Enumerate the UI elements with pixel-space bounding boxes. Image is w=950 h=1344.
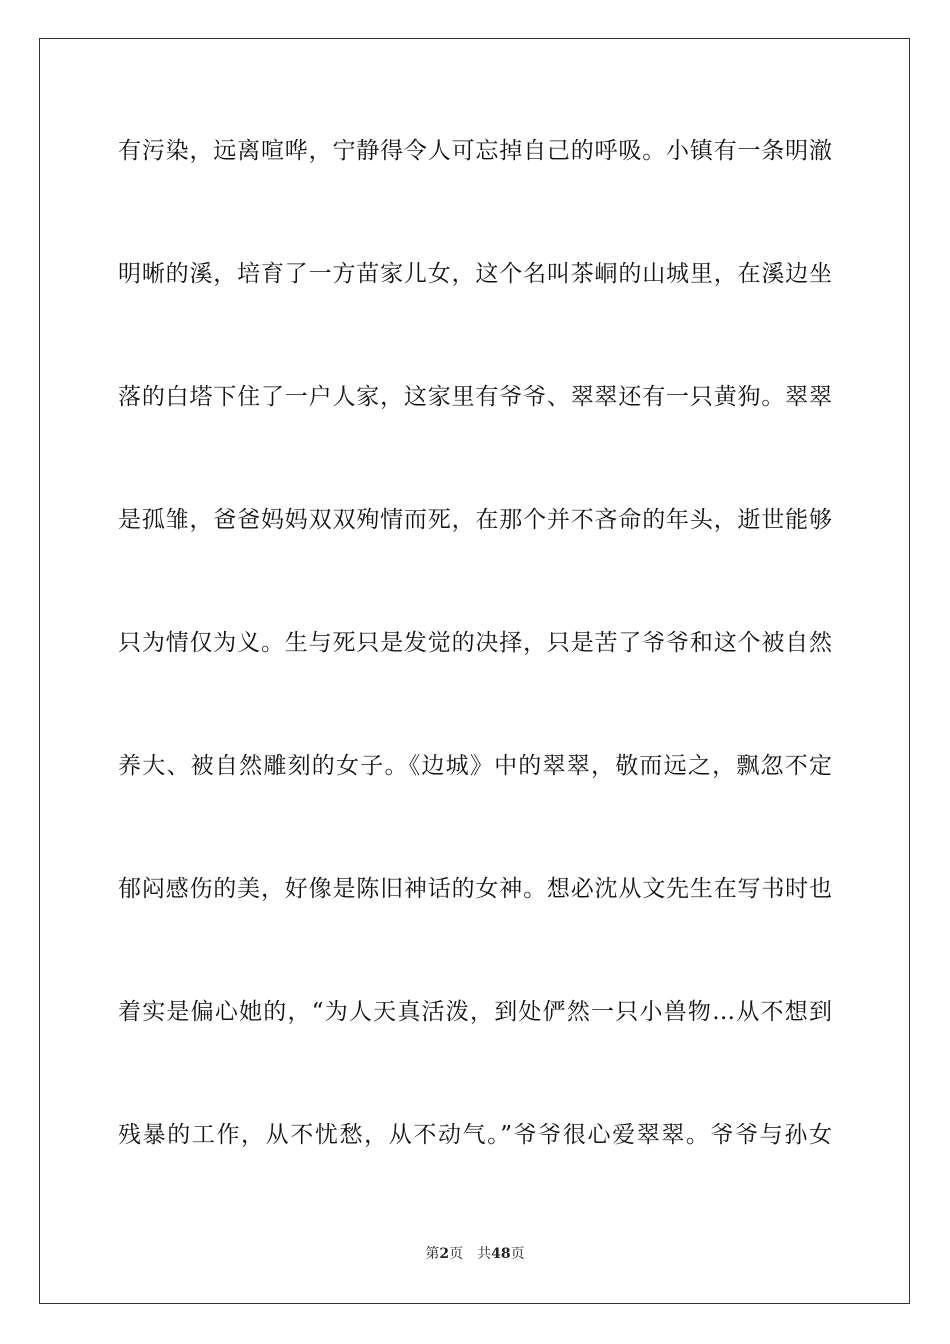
text-line: 郁闷感伤的美，好像是陈旧神话的女神。想必沈从文先生在写书时也 bbox=[118, 876, 832, 902]
text-line: 明晰的溪，培育了一方苗家儿女，这个名叫茶峒的山城里，在溪边坐 bbox=[118, 261, 832, 287]
total-suffix: 页 bbox=[510, 1246, 525, 1262]
text-line: 残暴的工作，从不忧愁，从不动气。”爷爷很心爱翠翠。爷爷与孙女 bbox=[118, 1122, 832, 1148]
total-prefix: 共 bbox=[477, 1246, 492, 1262]
text-line: 着实是偏心她的，“为人天真活泼，到处俨然一只小兽物…从不想到 bbox=[118, 999, 832, 1025]
text-line: 养大、被自然雕刻的女子。《边城》中的翠翠，敬而远之，飘忽不定 bbox=[118, 753, 832, 779]
page-suffix: 页 bbox=[449, 1246, 464, 1262]
text-line: 有污染，远离喧哗，宁静得令人可忘掉自己的呼吸。小镇有一条明澈 bbox=[118, 138, 832, 164]
page-footer bbox=[0, 1245, 950, 1263]
page-number: 2 bbox=[439, 1246, 450, 1262]
text-line: 只为情仅为义。生与死只是发觉的决择，只是苦了爷爷和这个被自然 bbox=[118, 630, 832, 656]
page-prefix: 第 bbox=[425, 1246, 440, 1262]
text-line: 是孤雏，爸爸妈妈双双殉情而死，在那个并不吝命的年头，逝世能够 bbox=[118, 507, 832, 533]
text-line: 落的白塔下住了一户人家，这家里有爷爷、翠翠还有一只黄狗。翠翠 bbox=[118, 384, 832, 410]
total-pages: 48 bbox=[491, 1246, 511, 1262]
